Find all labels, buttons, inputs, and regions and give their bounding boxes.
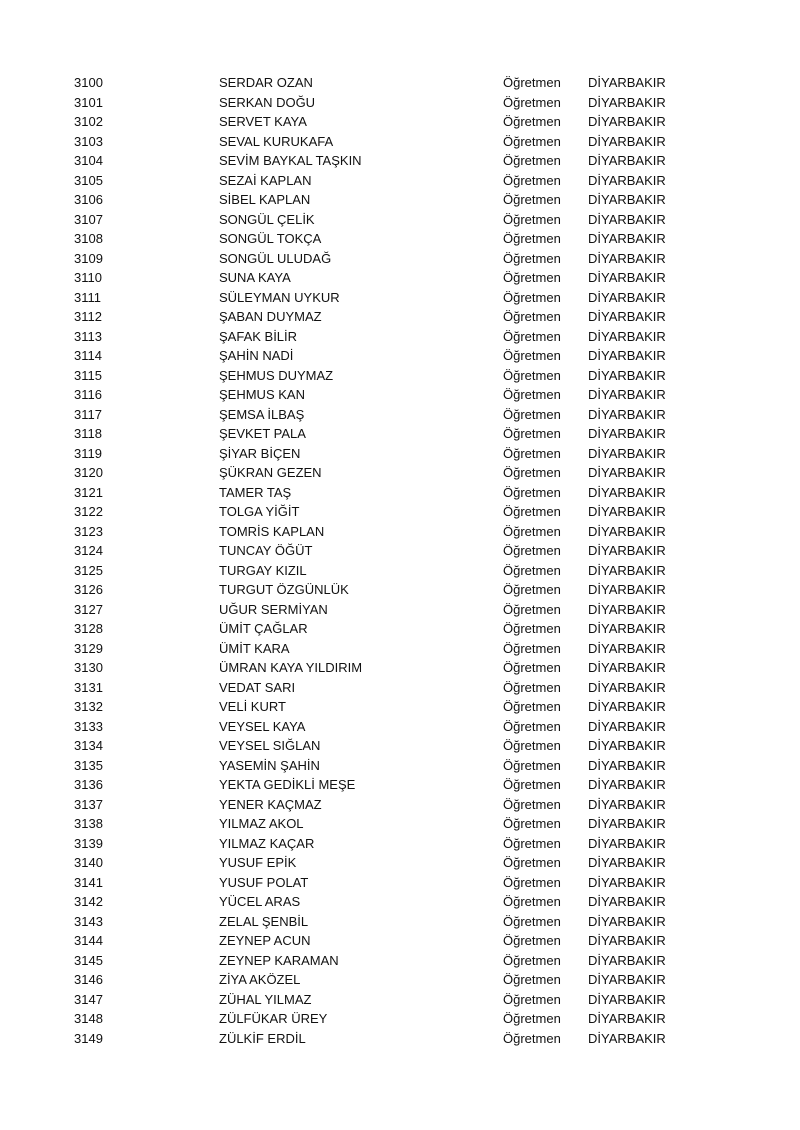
row-number: 3130 bbox=[74, 660, 103, 675]
city-name: DİYARBAKIR bbox=[588, 1011, 666, 1026]
row-number: 3143 bbox=[74, 913, 103, 929]
city-name: DİYARBAKIR bbox=[588, 621, 666, 636]
job-title: Öğretmen bbox=[503, 153, 561, 168]
job-title: Öğretmen bbox=[503, 933, 561, 948]
job-title: Öğretmen bbox=[503, 250, 561, 266]
job-title: Öğretmen bbox=[503, 601, 561, 617]
list-row bbox=[0, 970, 800, 990]
person-name: TURGUT ÖZGÜNLÜK bbox=[219, 582, 349, 597]
row-number: 3115 bbox=[74, 367, 102, 383]
list-row bbox=[0, 268, 800, 288]
person-name: ZÜLKİF ERDİL bbox=[219, 1030, 306, 1046]
list-row bbox=[0, 717, 800, 737]
job-title: Öğretmen bbox=[503, 543, 561, 558]
person-name: YILMAZ AKOL bbox=[219, 816, 304, 831]
job-title: Öğretmen bbox=[503, 504, 561, 519]
job-title: Öğretmen bbox=[503, 874, 561, 890]
person-name: ŞAHİN NADİ bbox=[219, 348, 294, 363]
job-title: Öğretmen bbox=[503, 913, 561, 929]
job-title: Öğretmen bbox=[503, 94, 561, 110]
list-row bbox=[0, 463, 800, 483]
row-number: 3109 bbox=[74, 250, 103, 266]
city-name: DİYARBAKIR bbox=[588, 250, 666, 266]
job-title: Öğretmen bbox=[503, 270, 561, 285]
list-row bbox=[0, 951, 800, 971]
person-name: ZÜHAL YILMAZ bbox=[219, 991, 312, 1007]
row-number: 3127 bbox=[74, 601, 103, 617]
person-name: ÜMRAN KAYA YILDIRIM bbox=[219, 660, 363, 675]
job-title: Öğretmen bbox=[503, 426, 561, 441]
job-title: Öğretmen bbox=[503, 991, 561, 1007]
person-name: SİBEL KAPLAN bbox=[219, 192, 311, 207]
person-name: TOMRİS KAPLAN bbox=[219, 523, 325, 539]
person-name: SONGÜL ULUDAĞ bbox=[219, 250, 332, 266]
job-title: Öğretmen bbox=[503, 777, 561, 792]
list-row bbox=[0, 444, 800, 464]
row-number: 3140 bbox=[74, 855, 103, 870]
list-row bbox=[0, 775, 800, 795]
row-number: 3106 bbox=[74, 192, 103, 207]
city-name: DİYARBAKIR bbox=[588, 640, 666, 656]
city-name: DİYARBAKIR bbox=[588, 484, 666, 500]
city-name: DİYARBAKIR bbox=[588, 952, 666, 968]
list-row bbox=[0, 619, 800, 639]
list-row bbox=[0, 639, 800, 659]
city-name: DİYARBAKIR bbox=[588, 699, 666, 714]
person-name: ZÜLFÜKAR ÜREY bbox=[219, 1011, 328, 1026]
city-name: DİYARBAKIR bbox=[588, 465, 666, 480]
job-title: Öğretmen bbox=[503, 387, 561, 402]
row-number: 3121 bbox=[74, 484, 103, 500]
job-title: Öğretmen bbox=[503, 484, 561, 500]
job-title: Öğretmen bbox=[503, 75, 561, 90]
city-name: DİYARBAKIR bbox=[588, 601, 666, 617]
row-number: 3114 bbox=[74, 348, 102, 363]
person-name: VEYSEL SIĞLAN bbox=[219, 738, 321, 753]
city-name: DİYARBAKIR bbox=[588, 777, 666, 792]
job-title: Öğretmen bbox=[503, 718, 561, 734]
person-name: ÜMİT ÇAĞLAR bbox=[219, 621, 308, 636]
list-row bbox=[0, 561, 800, 581]
job-title: Öğretmen bbox=[503, 211, 561, 227]
list-row bbox=[0, 307, 800, 327]
person-name: SERKAN DOĞU bbox=[219, 94, 316, 110]
row-number: 3111 bbox=[74, 289, 101, 305]
list-row bbox=[0, 522, 800, 542]
city-name: DİYARBAKIR bbox=[588, 757, 666, 773]
list-row bbox=[0, 931, 800, 951]
person-name: SÜLEYMAN UYKUR bbox=[219, 289, 340, 305]
job-title: Öğretmen bbox=[503, 114, 561, 129]
list-row bbox=[0, 658, 800, 678]
job-title: Öğretmen bbox=[503, 640, 561, 656]
row-number: 3116 bbox=[74, 387, 102, 402]
list-row bbox=[0, 190, 800, 210]
list-row bbox=[0, 912, 800, 932]
job-title: Öğretmen bbox=[503, 328, 561, 344]
person-name: SERVET KAYA bbox=[219, 114, 307, 129]
row-number: 3120 bbox=[74, 465, 103, 480]
person-name: ZEYNEP KARAMAN bbox=[219, 952, 339, 968]
row-number: 3148 bbox=[74, 1011, 103, 1026]
list-row bbox=[0, 171, 800, 191]
row-number: 3123 bbox=[74, 523, 103, 539]
job-title: Öğretmen bbox=[503, 816, 561, 831]
row-number: 3141 bbox=[74, 874, 103, 890]
person-name: VELİ KURT bbox=[219, 699, 286, 714]
list-row bbox=[0, 405, 800, 425]
city-name: DİYARBAKIR bbox=[588, 270, 666, 285]
row-number: 3100 bbox=[74, 75, 103, 90]
person-name: TOLGA YİĞİT bbox=[219, 504, 300, 519]
person-name: SEVİM BAYKAL TAŞKIN bbox=[219, 153, 362, 168]
row-number: 3149 bbox=[74, 1030, 103, 1046]
list-row bbox=[0, 990, 800, 1010]
row-number: 3139 bbox=[74, 835, 103, 851]
row-number: 3105 bbox=[74, 172, 103, 188]
list-row bbox=[0, 424, 800, 444]
row-number: 3136 bbox=[74, 777, 103, 792]
city-name: DİYARBAKIR bbox=[588, 738, 666, 753]
job-title: Öğretmen bbox=[503, 757, 561, 773]
person-name: YÜCEL ARAS bbox=[219, 894, 301, 909]
city-name: DİYARBAKIR bbox=[588, 855, 666, 870]
row-number: 3117 bbox=[74, 406, 102, 422]
row-number: 3119 bbox=[74, 445, 102, 461]
person-name: SONGÜL ÇELİK bbox=[219, 211, 315, 227]
job-title: Öğretmen bbox=[503, 348, 561, 363]
row-number: 3144 bbox=[74, 933, 103, 948]
person-name: ZİYA AKÖZEL bbox=[219, 972, 301, 987]
list-row bbox=[0, 697, 800, 717]
row-number: 3102 bbox=[74, 114, 103, 129]
person-name: ZEYNEP ACUN bbox=[219, 933, 311, 948]
person-name: ŞEHMUS KAN bbox=[219, 387, 305, 402]
job-title: Öğretmen bbox=[503, 523, 561, 539]
city-name: DİYARBAKIR bbox=[588, 913, 666, 929]
list-row bbox=[0, 678, 800, 698]
person-name: ŞAFAK BİLİR bbox=[219, 328, 298, 344]
city-name: DİYARBAKIR bbox=[588, 796, 666, 812]
person-name: VEYSEL KAYA bbox=[219, 718, 306, 734]
job-title: Öğretmen bbox=[503, 1030, 561, 1046]
city-name: DİYARBAKIR bbox=[588, 991, 666, 1007]
row-number: 3146 bbox=[74, 972, 103, 987]
list-row bbox=[0, 736, 800, 756]
person-name: TURGAY KIZIL bbox=[219, 562, 307, 578]
person-name: YENER KAÇMAZ bbox=[219, 796, 322, 812]
list-row bbox=[0, 834, 800, 854]
city-name: DİYARBAKIR bbox=[588, 172, 666, 188]
city-name: DİYARBAKIR bbox=[588, 231, 666, 246]
city-name: DİYARBAKIR bbox=[588, 114, 666, 129]
job-title: Öğretmen bbox=[503, 1011, 561, 1026]
job-title: Öğretmen bbox=[503, 699, 561, 714]
city-name: DİYARBAKIR bbox=[588, 523, 666, 539]
list-row bbox=[0, 112, 800, 132]
job-title: Öğretmen bbox=[503, 738, 561, 753]
list-row bbox=[0, 795, 800, 815]
person-name: VEDAT SARI bbox=[219, 679, 296, 695]
row-number: 3128 bbox=[74, 621, 103, 636]
list-row bbox=[0, 892, 800, 912]
city-name: DİYARBAKIR bbox=[588, 94, 666, 110]
job-title: Öğretmen bbox=[503, 133, 561, 149]
row-number: 3138 bbox=[74, 816, 103, 831]
row-number: 3132 bbox=[74, 699, 103, 714]
row-number: 3137 bbox=[74, 796, 103, 812]
city-name: DİYARBAKIR bbox=[588, 816, 666, 831]
list-row bbox=[0, 288, 800, 308]
city-name: DİYARBAKIR bbox=[588, 835, 666, 851]
city-name: DİYARBAKIR bbox=[588, 718, 666, 734]
job-title: Öğretmen bbox=[503, 621, 561, 636]
person-name: TUNCAY ÖĞÜT bbox=[219, 543, 313, 558]
list-row bbox=[0, 151, 800, 171]
person-name: YEKTA GEDİKLİ MEŞE bbox=[219, 777, 356, 792]
city-name: DİYARBAKIR bbox=[588, 289, 666, 305]
city-name: DİYARBAKIR bbox=[588, 406, 666, 422]
row-number: 3135 bbox=[74, 757, 103, 773]
list-row bbox=[0, 385, 800, 405]
job-title: Öğretmen bbox=[503, 445, 561, 461]
row-number: 3145 bbox=[74, 952, 103, 968]
list-row bbox=[0, 229, 800, 249]
row-number: 3125 bbox=[74, 562, 103, 578]
city-name: DİYARBAKIR bbox=[588, 1030, 666, 1046]
list-row bbox=[0, 580, 800, 600]
job-title: Öğretmen bbox=[503, 660, 561, 675]
job-title: Öğretmen bbox=[503, 231, 561, 246]
list-row bbox=[0, 600, 800, 620]
row-number: 3131 bbox=[74, 679, 103, 695]
list-row bbox=[0, 327, 800, 347]
person-name: SEZAİ KAPLAN bbox=[219, 172, 312, 188]
city-name: DİYARBAKIR bbox=[588, 660, 666, 675]
list-row bbox=[0, 366, 800, 386]
person-name: ÜMİT KARA bbox=[219, 640, 290, 656]
city-name: DİYARBAKIR bbox=[588, 972, 666, 987]
row-number: 3134 bbox=[74, 738, 103, 753]
city-name: DİYARBAKIR bbox=[588, 367, 666, 383]
job-title: Öğretmen bbox=[503, 796, 561, 812]
list-row bbox=[0, 249, 800, 269]
job-title: Öğretmen bbox=[503, 835, 561, 851]
job-title: Öğretmen bbox=[503, 367, 561, 383]
row-number: 3107 bbox=[74, 211, 103, 227]
job-title: Öğretmen bbox=[503, 894, 561, 909]
city-name: DİYARBAKIR bbox=[588, 504, 666, 519]
city-name: DİYARBAKIR bbox=[588, 933, 666, 948]
person-name: UĞUR SERMİYAN bbox=[219, 601, 328, 617]
person-name: ŞİYAR BİÇEN bbox=[219, 445, 301, 461]
row-number: 3108 bbox=[74, 231, 103, 246]
person-name: ZELAL ŞENBİL bbox=[219, 913, 309, 929]
person-name: TAMER TAŞ bbox=[219, 484, 292, 500]
job-title: Öğretmen bbox=[503, 855, 561, 870]
city-name: DİYARBAKIR bbox=[588, 309, 666, 324]
list-row bbox=[0, 1029, 800, 1049]
row-number: 3126 bbox=[74, 582, 103, 597]
row-number: 3113 bbox=[74, 328, 102, 344]
teacher-list bbox=[0, 73, 800, 1048]
list-row bbox=[0, 853, 800, 873]
city-name: DİYARBAKIR bbox=[588, 387, 666, 402]
person-name: ŞEHMUS DUYMAZ bbox=[219, 367, 334, 383]
row-number: 3112 bbox=[74, 309, 102, 324]
row-number: 3101 bbox=[74, 94, 103, 110]
list-row bbox=[0, 93, 800, 113]
list-row bbox=[0, 132, 800, 152]
list-row bbox=[0, 541, 800, 561]
list-row bbox=[0, 73, 800, 93]
person-name: ŞEVKET PALA bbox=[219, 426, 306, 441]
list-row bbox=[0, 873, 800, 893]
person-name: ŞABAN DUYMAZ bbox=[219, 309, 322, 324]
list-row bbox=[0, 814, 800, 834]
city-name: DİYARBAKIR bbox=[588, 192, 666, 207]
row-number: 3104 bbox=[74, 153, 103, 168]
job-title: Öğretmen bbox=[503, 192, 561, 207]
person-name: SONGÜL TOKÇA bbox=[219, 231, 322, 246]
city-name: DİYARBAKIR bbox=[588, 348, 666, 363]
job-title: Öğretmen bbox=[503, 562, 561, 578]
city-name: DİYARBAKIR bbox=[588, 874, 666, 890]
row-number: 3124 bbox=[74, 543, 103, 558]
city-name: DİYARBAKIR bbox=[588, 133, 666, 149]
person-name: ŞEMSA İLBAŞ bbox=[219, 406, 305, 422]
row-number: 3142 bbox=[74, 894, 103, 909]
list-row bbox=[0, 1009, 800, 1029]
city-name: DİYARBAKIR bbox=[588, 894, 666, 909]
person-name: YUSUF EPİK bbox=[219, 855, 297, 870]
row-number: 3133 bbox=[74, 718, 103, 734]
job-title: Öğretmen bbox=[503, 289, 561, 305]
row-number: 3147 bbox=[74, 991, 103, 1007]
list-row bbox=[0, 210, 800, 230]
row-number: 3103 bbox=[74, 133, 103, 149]
person-name: SEVAL KURUKAFA bbox=[219, 133, 334, 149]
row-number: 3122 bbox=[74, 504, 103, 519]
city-name: DİYARBAKIR bbox=[588, 211, 666, 227]
job-title: Öğretmen bbox=[503, 172, 561, 188]
row-number: 3118 bbox=[74, 426, 102, 441]
row-number: 3110 bbox=[74, 270, 102, 285]
job-title: Öğretmen bbox=[503, 679, 561, 695]
job-title: Öğretmen bbox=[503, 582, 561, 597]
city-name: DİYARBAKIR bbox=[588, 582, 666, 597]
person-name: SERDAR OZAN bbox=[219, 75, 313, 90]
person-name: SUNA KAYA bbox=[219, 270, 291, 285]
job-title: Öğretmen bbox=[503, 406, 561, 422]
job-title: Öğretmen bbox=[503, 972, 561, 987]
city-name: DİYARBAKIR bbox=[588, 75, 666, 90]
person-name: ŞÜKRAN GEZEN bbox=[219, 465, 322, 480]
city-name: DİYARBAKIR bbox=[588, 445, 666, 461]
job-title: Öğretmen bbox=[503, 952, 561, 968]
city-name: DİYARBAKIR bbox=[588, 328, 666, 344]
person-name: YASEMİN ŞAHİN bbox=[219, 757, 320, 773]
list-row bbox=[0, 756, 800, 776]
city-name: DİYARBAKIR bbox=[588, 543, 666, 558]
city-name: DİYARBAKIR bbox=[588, 153, 666, 168]
city-name: DİYARBAKIR bbox=[588, 679, 666, 695]
row-number: 3129 bbox=[74, 640, 103, 656]
person-name: YILMAZ KAÇAR bbox=[219, 835, 315, 851]
job-title: Öğretmen bbox=[503, 309, 561, 324]
city-name: DİYARBAKIR bbox=[588, 426, 666, 441]
list-row bbox=[0, 483, 800, 503]
list-row bbox=[0, 346, 800, 366]
person-name: YUSUF POLAT bbox=[219, 874, 309, 890]
job-title: Öğretmen bbox=[503, 465, 561, 480]
list-row bbox=[0, 502, 800, 522]
city-name: DİYARBAKIR bbox=[588, 562, 666, 578]
